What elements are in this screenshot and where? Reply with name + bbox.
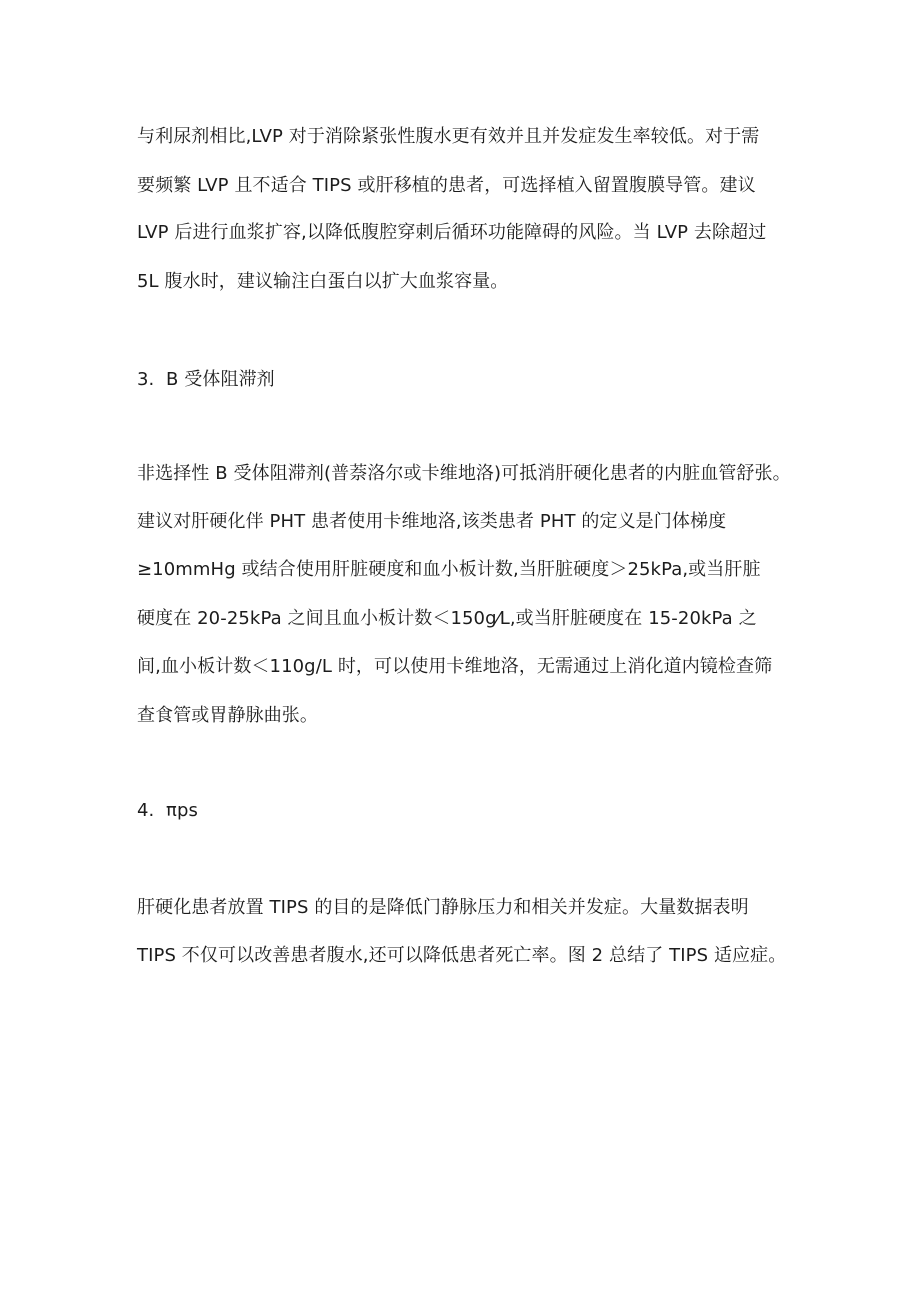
paragraph-line: 肝硬化患者放置 TIPS 的目的是降低门静脉压力和相关并发症。大量数据表明 xyxy=(137,897,749,918)
paragraph-line: 建议对肝硬化伴 PHT 患者使用卡维地洛,该类患者 PHT 的定义是门体梯度 xyxy=(137,511,727,532)
paragraph-line: 硬度在 20-25kPa 之间且血小板计数＜150g⁄L,或当肝脏硬度在 15-20kPa 之 xyxy=(137,608,757,629)
paragraph-line: 查食管或胃静脉曲张。 xyxy=(137,705,318,726)
paragraph-line: 间,血小板计数＜110g/L 时，可以使用卡维地洛，无需通过上消化道内镜检查筛 xyxy=(137,656,773,677)
paragraph-line: TIPS 不仅可以改善患者腹水,还可以降低患者死亡率。图 2 总结了 TIPS 适应症。 xyxy=(137,945,787,966)
paragraph-line: LVP 后进行血浆扩容,以降低腹腔穿刺后循环功能障碍的风险。当 LVP 去除超过 xyxy=(137,222,767,243)
section-heading-tips: 4. πps xyxy=(137,800,198,821)
paragraph-line: 5L 腹水时，建议输注白蛋白以扩大血浆容量。 xyxy=(137,271,509,292)
paragraph-line: 非选择性 B 受体阻滞剂(普萘洛尔或卡维地洛)可抵消肝硬化患者的内脏血管舒张。 xyxy=(137,463,791,484)
section-heading-beta-blockers: 3. B 受体阻滞剂 xyxy=(137,369,275,390)
paragraph-line: ≥10mmHg 或结合使用肝脏硬度和血小板计数,当肝脏硬度＞25kPa,或当肝脏 xyxy=(137,559,761,580)
paragraph-line: 要频繁 LVP 且不适合 TIPS 或肝移植的患者，可选择植入留置腹膜导管。建议 xyxy=(137,175,756,196)
paragraph-line: 与利尿剂相比,LVP 对于消除紧张性腹水更有效并且并发症发生率较低。对于需 xyxy=(137,126,760,147)
